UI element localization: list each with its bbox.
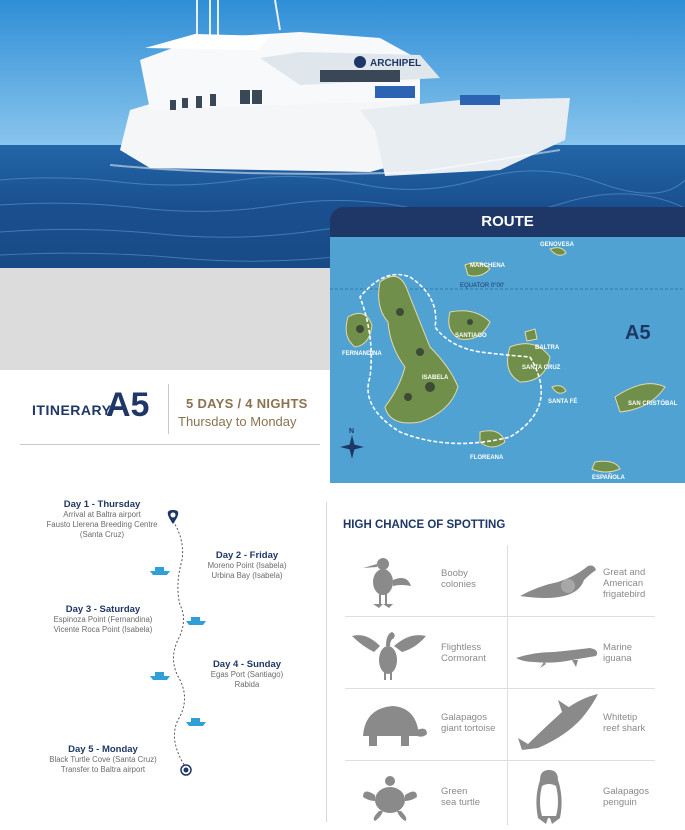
day-title: Day 4 - Sunday (212, 659, 282, 670)
booby-icon (355, 552, 415, 610)
grid-divider (345, 688, 655, 689)
frigatebird-icon (518, 556, 598, 604)
label-santa-fe: SANTA FÉ (548, 399, 578, 405)
equator-label: EQUATOR 0°00' (460, 283, 505, 289)
grey-band (0, 268, 330, 370)
label-floreana: FLOREANA (470, 455, 504, 461)
animal-label: Marine iguana (603, 642, 633, 664)
day-detail: Urbina Bay (Isabela) (211, 571, 283, 580)
itinerary-code: A5 (106, 386, 150, 424)
cormorant-icon (350, 626, 430, 682)
day-detail: (Santa Cruz) (79, 530, 125, 539)
animal-label: Galapagos giant tortoise (441, 712, 496, 734)
shark-icon (518, 692, 600, 754)
animal-label: Great and American frigatebird (603, 567, 646, 600)
label-fernandina: FERNANDINA (342, 351, 382, 357)
day-title: Day 5 - Monday (68, 744, 138, 755)
itinerary-dates: Thursday to Monday (178, 414, 297, 429)
animal-label: Whitetip reef shark (603, 712, 646, 734)
label-isabela: ISABELA (422, 375, 449, 381)
compass-label: N (349, 428, 355, 435)
boat-icon (150, 672, 170, 680)
itinerary-duration: 5 DAYS / 4 NIGHTS (186, 396, 308, 411)
day-title: Day 3 - Saturday (65, 604, 141, 615)
boat-icon (186, 718, 206, 726)
animal-label: Flightless Cormorant (441, 642, 486, 664)
animal-label: Green sea turtle (441, 786, 481, 808)
ship-name-text: ARCHIPEL (370, 58, 422, 69)
itinerary-word: ITINERARY (32, 402, 112, 418)
label-genovesa: GENOVESA (540, 242, 575, 248)
day-2 (192, 550, 302, 581)
day-title: Day 1 - Thursday (63, 499, 141, 510)
label-marchena: MARCHENA (470, 263, 505, 269)
boat-icon (150, 567, 170, 575)
penguin-icon (530, 768, 568, 826)
day-4 (194, 659, 300, 690)
itinerary-underline (20, 444, 320, 445)
day-title: Day 2 - Friday (215, 550, 279, 561)
boat-icon (186, 617, 206, 625)
section-divider (326, 502, 327, 822)
day-detail: Moreno Point (Isabela) (207, 561, 287, 570)
day-5 (38, 744, 168, 775)
day-detail: Rabida (234, 680, 260, 689)
label-espanola: ESPAÑOLA (592, 475, 625, 481)
grid-divider (345, 760, 655, 761)
iguana-icon (514, 640, 600, 668)
label-baltra: BALTRA (535, 345, 560, 351)
day-detail: Transfer to Baltra airport (60, 765, 146, 774)
spotting-title: HIGH CHANCE OF SPOTTING (343, 519, 506, 531)
grid-divider (345, 616, 655, 617)
animal-label: Booby colonies (441, 568, 476, 590)
route-title: ROUTE (330, 207, 685, 237)
turtle-icon (361, 773, 419, 823)
itinerary-divider (168, 384, 169, 434)
animal-label: Galapagos penguin (603, 786, 649, 808)
label-san-cristobal: SAN CRISTÓBAL (628, 401, 678, 407)
day-3 (38, 604, 168, 635)
day-detail: Black Turtle Cove (Santa Cruz) (49, 755, 157, 764)
route-map (330, 237, 685, 483)
day-1 (32, 499, 172, 540)
day-detail: Espinoza Point (Fernandina) (53, 615, 153, 624)
day-detail: Vicente Roca Point (Isabela) (53, 625, 153, 634)
day-detail: Arrival at Baltra airport (63, 510, 141, 519)
map-code-label: A5 (625, 322, 651, 344)
day-detail: Fausto Llerena Breeding Centre (46, 520, 158, 529)
label-santa-cruz: SANTA CRUZ (522, 365, 561, 371)
day-detail: Egas Port (Santiago) (210, 670, 284, 679)
end-target-icon (181, 765, 191, 775)
grid-divider (507, 545, 508, 825)
tortoise-icon (355, 702, 429, 750)
label-santiago: SANTIAGO (455, 333, 487, 339)
